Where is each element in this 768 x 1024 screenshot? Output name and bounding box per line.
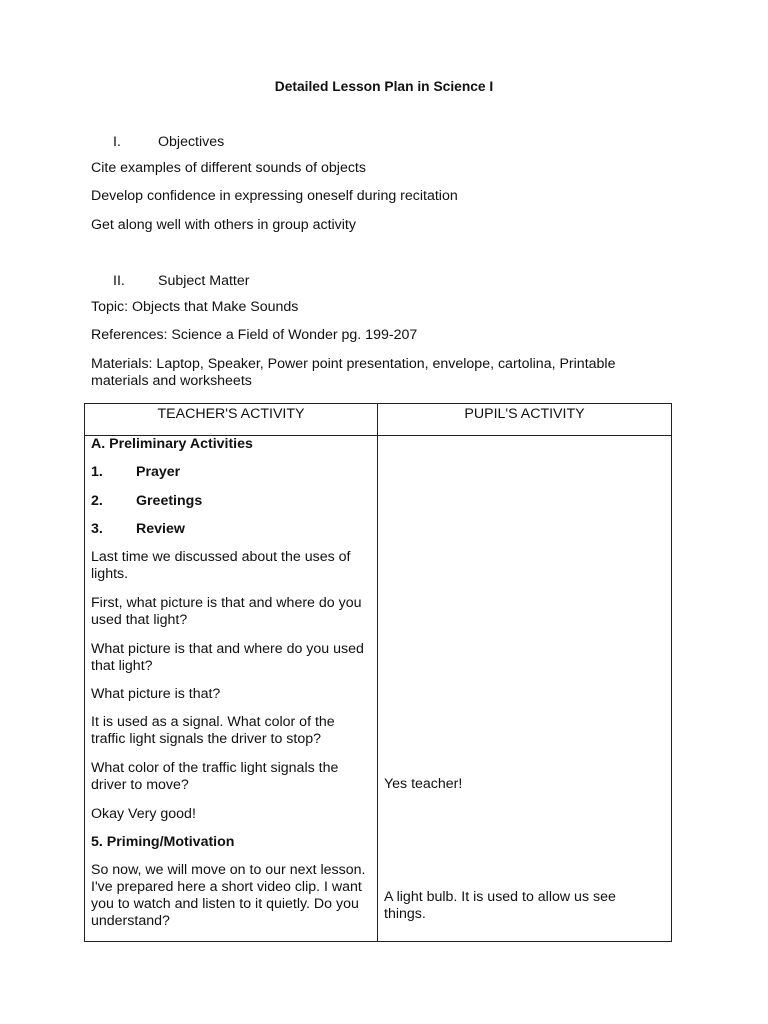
teacher-question: It is used as a signal. What color of the traffic light signals the driver to stop? — [91, 714, 335, 747]
teacher-question: What picture is that and where do you used that light? — [91, 641, 364, 674]
item-number: 1. — [91, 464, 103, 480]
table-header-row — [85, 404, 672, 436]
subject-matter-heading — [113, 273, 249, 290]
review-intro-text: Last time we discussed about the uses of lights. — [91, 549, 351, 582]
materials-line: Materials: Laptop, Speaker, Power point presentation, envelope, cartolina, Printable materials and worksheets — [91, 356, 616, 389]
preliminary-activities-heading: A. Preliminary Activities — [91, 436, 253, 452]
pupil-activity-cell — [378, 436, 672, 942]
item-label: Review — [136, 521, 185, 537]
item-number: 3. — [91, 521, 103, 537]
priming-motivation-heading: 5. Priming/Motivation — [91, 834, 235, 850]
item-label: Greetings — [136, 493, 203, 509]
teacher-question: What picture is that? — [91, 686, 221, 702]
objective-item: Develop confidence in expressing oneself during recitation — [91, 188, 458, 204]
item-number: 2. — [91, 493, 103, 509]
numbered-item-review — [91, 521, 369, 538]
teacher-activity-header: TEACHER'S ACTIVITY — [85, 404, 378, 436]
pupil-answer: A light bulb. It is used to allow us see things. — [384, 889, 616, 922]
objectives-numeral: I. — [113, 134, 121, 150]
numbered-item-greetings — [91, 493, 369, 510]
objective-item: Get along well with others in group activity — [91, 217, 356, 233]
subject-matter-numeral: II. — [113, 273, 125, 289]
references-line: References: Science a Field of Wonder pg. 199-207 — [91, 327, 418, 343]
teacher-praise: Okay Very good! — [91, 806, 196, 822]
objective-item: Cite examples of different sounds of objects — [91, 160, 366, 176]
topic-line: Topic: Objects that Make Sounds — [91, 299, 299, 315]
objectives-heading — [113, 134, 224, 151]
pupil-answer: Yes teacher! — [384, 776, 463, 792]
teacher-question: What color of the traffic light signals the driver to move? — [91, 760, 339, 793]
objectives-heading-text: Objectives — [158, 134, 225, 150]
pupil-activity-header: PUPIL'S ACTIVITY — [378, 404, 672, 436]
motivation-text: So now, we will move on to our next lesson. I've prepared here a short video clip. I want you to watch and listen to it quietly. Do you understand? — [91, 862, 366, 929]
document-title: Detailed Lesson Plan in Science I — [274, 79, 494, 94]
subject-matter-heading-text: Subject Matter — [158, 273, 250, 289]
item-label: Prayer — [136, 464, 181, 480]
teacher-question: First, what picture is that and where do you used that light? — [91, 595, 362, 628]
numbered-item-prayer — [91, 464, 369, 481]
